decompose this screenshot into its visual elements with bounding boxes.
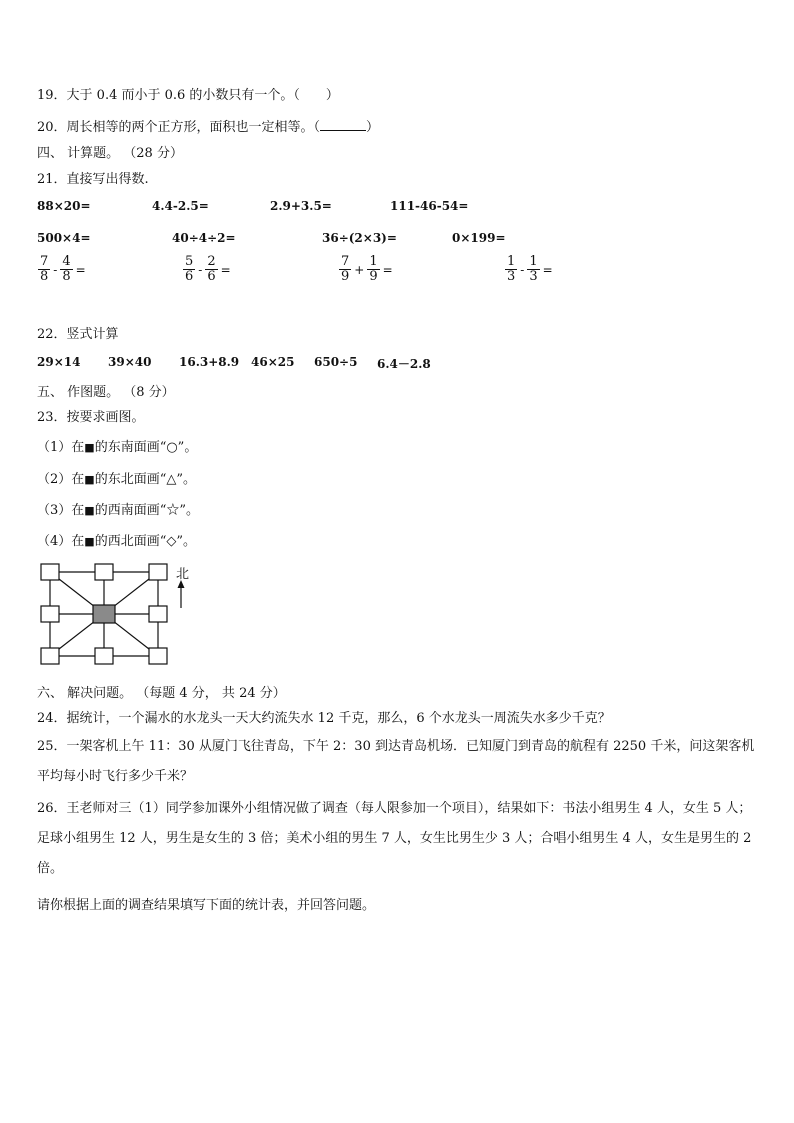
question-20-text: 20．周长相等的两个正方形，面积也一定相等。（ <box>37 120 321 135</box>
calc-item: 46×25 <box>251 355 295 369</box>
calc-item: 16.3+8.9 <box>179 355 240 369</box>
numerator: 5 <box>185 254 194 269</box>
calc-item: 29×14 <box>37 355 81 369</box>
numerator: 1 <box>529 254 538 269</box>
instruction-suffix: 的西北面画“◇”。 <box>94 534 196 549</box>
denominator: 6 <box>207 269 216 284</box>
instruction-suffix: 的东南面画“○”。 <box>94 440 198 455</box>
question-23: 23．按要求画图。 <box>37 410 145 425</box>
instruction-item <box>37 530 196 549</box>
direction-diagram <box>40 562 200 666</box>
fraction <box>60 255 72 284</box>
question-26: 26．王老师对三（1）同学参加课外小组情况做了调查（每人限参加一个项目），结果如下：书法小组男生 4 人，女生 5 人；足球小组男生 12 人，男生是女生的 3 倍；美术小组的男生 7 人，女生比男生少 3 人；合唱小组男生 4 人，女生是男生的 2 倍。 <box>37 801 752 876</box>
north-arrow-icon <box>178 580 185 608</box>
denominator: 3 <box>507 269 516 284</box>
numerator: 1 <box>369 254 378 269</box>
fraction <box>183 255 195 284</box>
denominator: 9 <box>341 269 350 284</box>
question-26-instruction: 请你根据上面的调查结果填写下面的统计表，并回答问题。 <box>37 898 376 913</box>
numerator: 7 <box>40 254 49 269</box>
operator: - <box>198 262 203 277</box>
equals-sign: = <box>382 262 393 277</box>
fraction <box>505 255 517 284</box>
fraction <box>367 255 379 284</box>
calc-item: 650÷5 <box>314 355 358 369</box>
calc-item: 40÷4÷2= <box>172 231 236 245</box>
question-21: 21．直接写出得数. <box>37 172 149 187</box>
denominator: 3 <box>529 269 538 284</box>
north-label: 北 <box>176 567 190 582</box>
square-icon: ■ <box>84 504 95 517</box>
instruction-prefix: （3）在 <box>37 503 85 518</box>
fraction-expression <box>182 255 233 284</box>
fraction-expression <box>504 255 555 284</box>
fraction-expression <box>338 255 395 284</box>
equals-sign: = <box>220 262 231 277</box>
calc-item: 39×40 <box>108 355 152 369</box>
operator: - <box>53 262 58 277</box>
calc-item: 500×4= <box>37 231 91 245</box>
section-6-heading: 六、 解决问题。 （每题 4 分， 共 24 分） <box>37 686 286 701</box>
question-19: 19．大于 0.4 而小于 0.6 的小数只有一个。（ ） <box>37 88 339 103</box>
instruction-item <box>37 436 197 455</box>
answer-blank[interactable] <box>320 118 366 131</box>
position-box-s <box>95 648 113 664</box>
fraction <box>339 255 351 284</box>
position-box-sw <box>41 648 59 664</box>
fraction-expression <box>37 255 88 284</box>
denominator: 9 <box>369 269 378 284</box>
calc-item: 111-46-54= <box>390 199 469 213</box>
question-25: 25．一架客机上午 11：30 从厦门飞往青岛，下午 2：30 到达青岛机场．已知厦门到青岛的航程有 2250 千米，问这架客机平均每小时飞行多少千米？ <box>37 739 755 784</box>
instruction-suffix: 的东北面画“△”。 <box>94 472 196 487</box>
square-icon: ■ <box>84 441 95 454</box>
calc-item: 36÷(2×3)= <box>322 231 397 245</box>
question-20 <box>37 116 379 135</box>
calc-item: 6.4－2.8 <box>377 357 431 371</box>
position-box-e <box>149 606 167 622</box>
position-box-se <box>149 648 167 664</box>
instruction-prefix: （4）在 <box>37 534 85 549</box>
instruction-item <box>37 468 196 487</box>
position-box-nw <box>41 564 59 580</box>
question-22: 22．竖式计算 <box>37 327 119 342</box>
calc-item: 4.4-2.5= <box>152 199 209 213</box>
operator: + <box>354 262 365 277</box>
position-box-w <box>41 606 59 622</box>
calc-item: 88×20= <box>37 199 91 213</box>
question-24: 24．据统计，一个漏水的水龙头一天大约流失水 12 千克，那么，6 个水龙头一周流失水多少千克？ <box>37 711 611 726</box>
fraction <box>38 255 50 284</box>
question-20-end: ） <box>366 120 380 135</box>
equals-sign: = <box>75 262 86 277</box>
instruction-suffix: 的西南面画“☆”。 <box>94 503 199 518</box>
instruction-item <box>37 499 199 518</box>
denominator: 8 <box>40 269 49 284</box>
instruction-prefix: （1）在 <box>37 440 85 455</box>
fraction <box>527 255 539 284</box>
numerator: 7 <box>341 254 350 269</box>
calc-item: 2.9+3.5= <box>270 199 332 213</box>
numerator: 2 <box>207 254 216 269</box>
denominator: 6 <box>185 269 194 284</box>
fraction <box>205 255 217 284</box>
numerator: 1 <box>507 254 516 269</box>
section-5-heading: 五、 作图题。 （8 分） <box>37 385 175 400</box>
equals-sign: = <box>542 262 553 277</box>
instruction-prefix: （2）在 <box>37 472 85 487</box>
denominator: 8 <box>62 269 71 284</box>
position-box-n <box>95 564 113 580</box>
position-box-ne <box>149 564 167 580</box>
calc-item: 0×199= <box>452 231 506 245</box>
center-square <box>93 605 115 623</box>
section-4-heading: 四、 计算题。 （28 分） <box>37 146 183 161</box>
square-icon: ■ <box>84 473 95 486</box>
numerator: 4 <box>62 254 71 269</box>
operator: - <box>520 262 525 277</box>
square-icon: ■ <box>84 535 95 548</box>
